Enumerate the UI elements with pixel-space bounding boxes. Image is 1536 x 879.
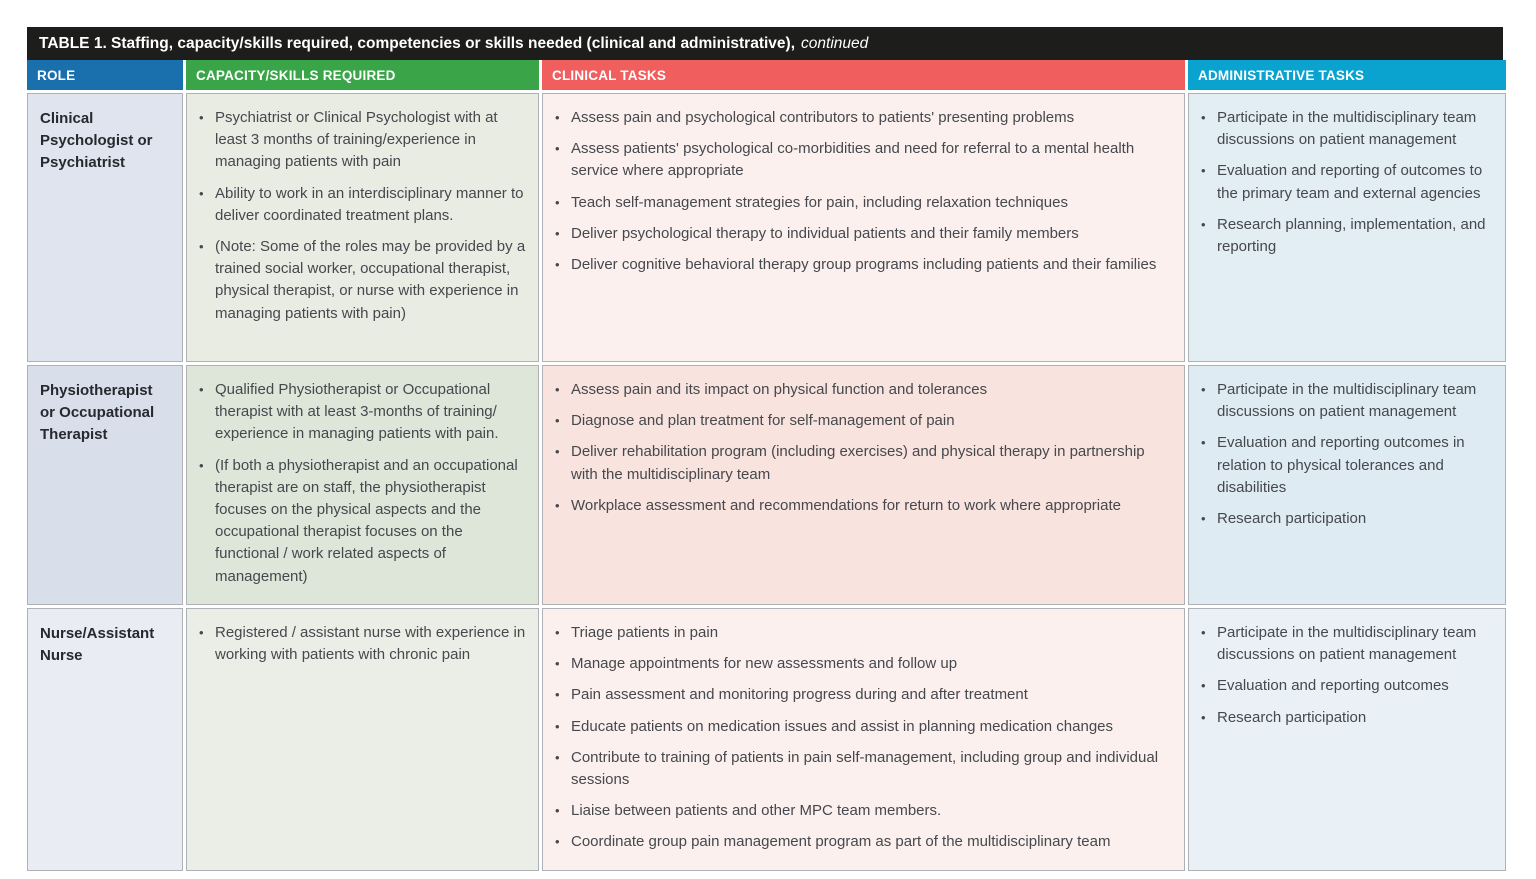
list-item: • Evaluation and reporting of outcomes to the primary team and external agencies: [1201, 160, 1493, 204]
bullet-icon: •: [555, 413, 560, 429]
clinical-tasks-list: [555, 107, 1172, 276]
bullet-icon: •: [555, 834, 560, 850]
bullet-icon: •: [555, 497, 560, 513]
table-row: [27, 93, 1503, 362]
bullet-icon: •: [555, 256, 560, 272]
bullet-icon: •: [1201, 625, 1206, 640]
list-item: • Ability to work in an interdisciplinary manner to deliver coordinated treatment plans.: [199, 183, 526, 227]
bullet-icon: •: [199, 185, 204, 201]
list-item: • Participate in the multidisciplinary team discussions on patient management: [1201, 379, 1493, 423]
capacity-cell: [186, 93, 539, 362]
clinical-tasks-cell: [542, 365, 1185, 605]
list-item: • Workplace assessment and recommendations for return to work where appropriate: [555, 495, 1172, 517]
bullet-icon: •: [555, 444, 560, 460]
table-title-bar: [27, 27, 1503, 60]
bullet-icon: •: [555, 110, 560, 125]
bullet-icon: •: [1201, 110, 1206, 125]
capacity-cell: [186, 365, 539, 605]
list-item: • Manage appointments for new assessments and follow up: [555, 653, 1172, 675]
list-item: • Evaluation and reporting outcomes: [1201, 675, 1493, 697]
table-row: [27, 365, 1503, 605]
list-item: • Research planning, implementation, and reporting: [1201, 214, 1493, 258]
list-item: • Teach self-management strategies for pain, including relaxation techniques: [555, 192, 1172, 214]
list-item: • Assess pain and its impact on physical function and tolerances: [555, 379, 1172, 401]
clinical-tasks-list: [555, 622, 1172, 854]
bullet-icon: •: [555, 687, 560, 703]
capacity-list: [199, 379, 526, 588]
clinical-tasks-cell: [542, 608, 1185, 871]
header-capacity-skills: CAPACITY/SKILLS REQUIRED: [186, 60, 539, 90]
bullet-icon: •: [555, 225, 560, 241]
list-item: • (Note: Some of the roles may be provided by a trained social worker, occupational therapist, physical therapist, or nurse with experience in managing patients with pain): [199, 236, 526, 325]
bullet-icon: •: [1201, 216, 1206, 232]
bullet-icon: •: [555, 194, 560, 210]
bullet-icon: •: [555, 749, 560, 765]
bullet-icon: •: [199, 238, 204, 254]
administrative-tasks-list: [1201, 379, 1493, 530]
header-clinical-tasks: CLINICAL TASKS: [542, 60, 1185, 90]
administrative-tasks-cell: [1188, 93, 1506, 362]
capacity-cell: [186, 608, 539, 871]
list-item: • Coordinate group pain management program as part of the multidisciplinary team: [555, 831, 1172, 853]
list-item: • Deliver cognitive behavioral therapy group programs including patients and their families: [555, 254, 1172, 276]
list-item: • Liaise between patients and other MPC team members.: [555, 800, 1172, 822]
header-administrative-tasks: ADMINISTRATIVE TASKS: [1188, 60, 1506, 90]
bullet-icon: •: [555, 656, 560, 672]
list-item: • Qualified Physiotherapist or Occupational therapist with at least 3-months of training/ experience in managing patients with pain.: [199, 379, 526, 446]
bullet-icon: •: [1201, 709, 1206, 725]
role-cell: Physiotherapist or Occupational Therapist: [27, 365, 183, 605]
capacity-list: [199, 107, 526, 325]
list-item: • Psychiatrist or Clinical Psychologist with at least 3 months of training/experience in managing patients with pain: [199, 107, 526, 174]
list-item: • Educate patients on medication issues and assist in planning medication changes: [555, 716, 1172, 738]
bullet-icon: •: [555, 718, 560, 734]
bullet-icon: •: [1201, 163, 1206, 179]
administrative-tasks-list: [1201, 107, 1493, 258]
staffing-table: [27, 27, 1503, 871]
list-item: • Assess pain and psychological contributors to patients' presenting problems: [555, 107, 1172, 129]
clinical-tasks-list: [555, 379, 1172, 517]
list-item: • Diagnose and plan treatment for self-management of pain: [555, 410, 1172, 432]
list-item: • Contribute to training of patients in pain self-management, including group and individual sessions: [555, 747, 1172, 791]
administrative-tasks-list: [1201, 622, 1493, 729]
bullet-icon: •: [1201, 510, 1206, 526]
bullet-icon: •: [555, 625, 560, 640]
role-cell: Nurse/Assistant Nurse: [27, 608, 183, 871]
table-title-continued: continued: [801, 34, 869, 52]
list-item: • Deliver psychological therapy to individual patients and their family members: [555, 223, 1172, 245]
bullet-icon: •: [1201, 382, 1206, 397]
table-title: TABLE 1. Staffing, capacity/skills required, competencies or skills needed (clinical and administrative),: [39, 34, 796, 52]
bullet-icon: •: [555, 141, 560, 157]
list-item: • Triage patients in pain: [555, 622, 1172, 644]
clinical-tasks-cell: [542, 93, 1185, 362]
table-header-row: [27, 60, 1503, 90]
bullet-icon: •: [199, 110, 204, 125]
table-row: [27, 608, 1503, 871]
bullet-icon: •: [555, 803, 560, 819]
list-item: • (If both a physiotherapist and an occupational therapist are on staff, the physiotherapist focuses on the physical aspects and the occupational therapist focuses on the functional / work related aspects of management): [199, 455, 526, 588]
list-item: • Pain assessment and monitoring progress during and after treatment: [555, 684, 1172, 706]
list-item: • Deliver rehabilitation program (including exercises) and physical therapy in partnership with the multidisciplinary team: [555, 441, 1172, 485]
list-item: • Evaluation and reporting outcomes in relation to physical tolerances and disabilities: [1201, 432, 1493, 499]
administrative-tasks-cell: [1188, 608, 1506, 871]
list-item: • Participate in the multidisciplinary team discussions on patient management: [1201, 107, 1493, 151]
bullet-icon: •: [199, 457, 204, 473]
header-role: ROLE: [27, 60, 183, 90]
list-item: • Assess patients' psychological co-morbidities and need for referral to a mental health service where appropriate: [555, 138, 1172, 182]
bullet-icon: •: [199, 625, 204, 640]
list-item: • Registered / assistant nurse with experience in working with patients with chronic pain: [199, 622, 526, 666]
bullet-icon: •: [555, 382, 560, 397]
list-item: • Research participation: [1201, 508, 1493, 530]
bullet-icon: •: [199, 382, 204, 397]
bullet-icon: •: [1201, 678, 1206, 694]
administrative-tasks-cell: [1188, 365, 1506, 605]
bullet-icon: •: [1201, 435, 1206, 451]
capacity-list: [199, 622, 526, 666]
role-cell: Clinical Psychologist or Psychiatrist: [27, 93, 183, 362]
list-item: • Participate in the multidisciplinary team discussions on patient management: [1201, 622, 1493, 666]
list-item: • Research participation: [1201, 707, 1493, 729]
